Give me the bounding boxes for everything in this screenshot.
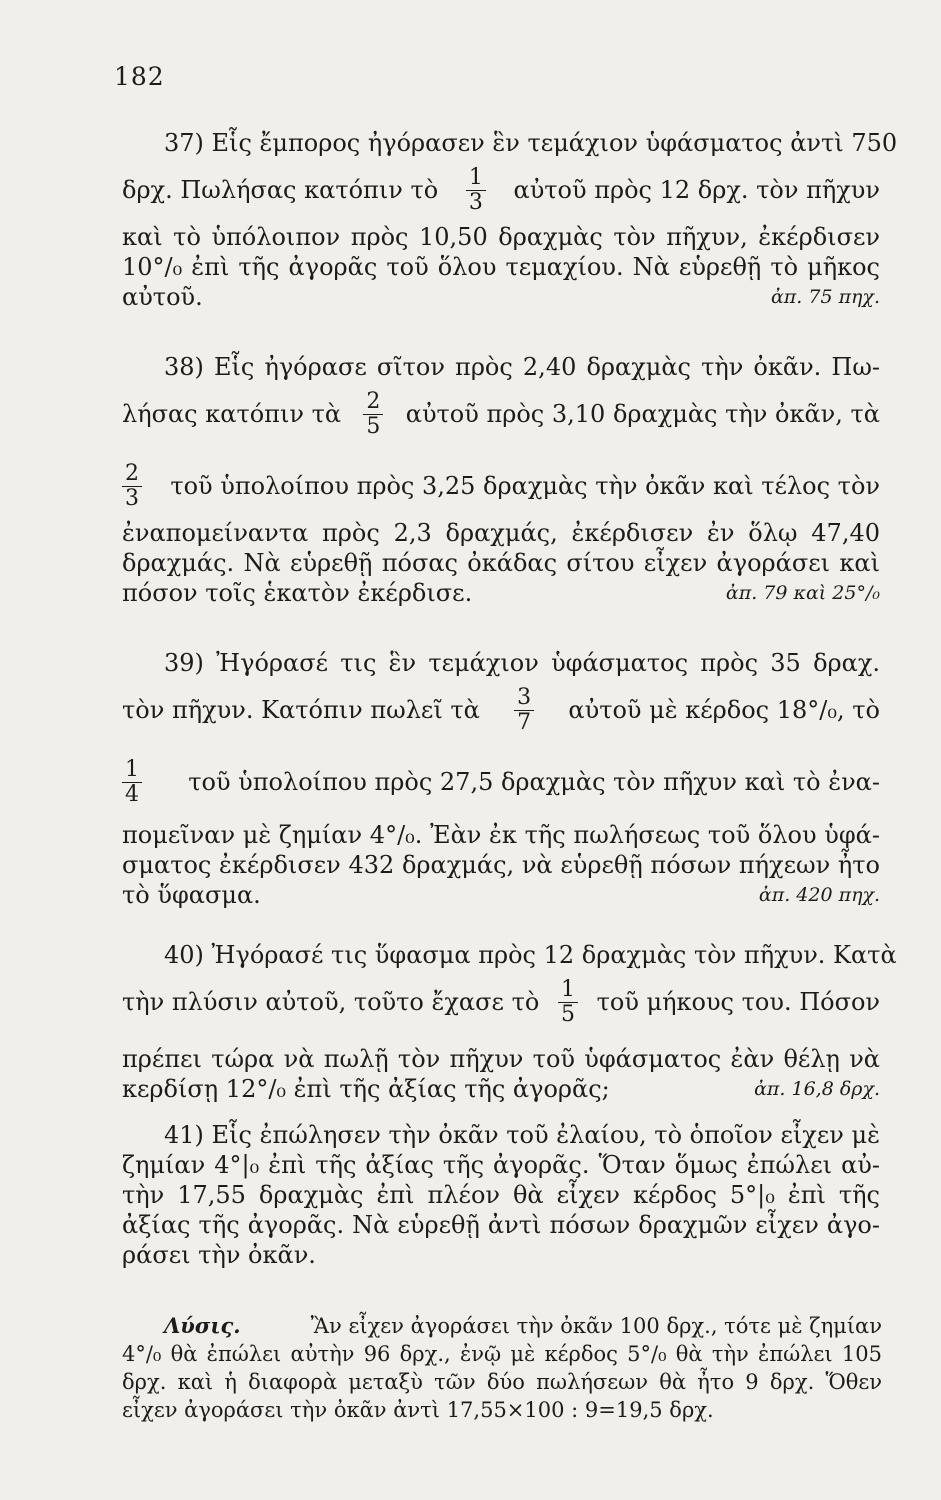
problem-38-line-6-text: πόσον τοῖς ἑκατὸν ἐκέρδισε.: [122, 579, 473, 607]
problem-40-line-4-text: κερδίσῃ 12°/₀ ἐπὶ τῆς ἀξίας τῆς ἀγορᾶς;: [122, 1075, 610, 1103]
fraction-numerator: 2: [366, 388, 381, 414]
problem-39-line-3-text: τοῦ ὑπολοίπου πρὸς 27,5 δραχμὰς τὸν πῆχυν καὶ τὸ ἐνα-: [188, 768, 880, 796]
fraction-numerator: 2: [125, 460, 139, 486]
fraction-three-sevenths: [514, 686, 534, 735]
fraction-numerator: 1: [125, 756, 139, 782]
solution-line-4: εἶχεν ἀγοράσει τὴν ὀκᾶν ἀντὶ 17,55×100 : 9=19,5 δρχ.: [122, 1398, 714, 1422]
problem-37-line-5-text: αὐτοῦ.: [122, 283, 203, 311]
problem-40-answer: ἀπ. 16,8 δρχ.: [754, 1078, 880, 1100]
problem-37-line-2-end: αὐτοῦ πρὸς 12 δρχ. τὸν πῆχυν: [513, 176, 880, 204]
problem-38-line-2: [122, 382, 880, 446]
problem-41-line-2: ζημίαν 4°|₀ ἐπὶ τῆς ἀξίας τῆς ἀγορᾶς. Ὅταν ὅμως ἐπώλει αὐ-: [122, 1151, 880, 1179]
problem-41-line-5: ράσει τὴν ὀκᾶν.: [122, 1241, 316, 1269]
problem-40-line-3: πρέπει τώρα νὰ πωλῇ τὸν πῆχυν τοῦ ὑφάσματος ἐὰν θέλῃ νὰ: [122, 1045, 880, 1073]
fraction-denominator: 3: [466, 190, 486, 215]
problem-38-line-4: ἐναπομείναντα πρὸς 2,3 δραχμάς, ἐκέρδισεν ἐν ὅλῳ 47,40: [122, 519, 880, 547]
problem-37-line-2-start: δρχ. Πωλήσας κατόπιν τὸ: [122, 176, 439, 204]
problem-39-line-2: [122, 678, 880, 742]
problem-37-line-5: [122, 282, 880, 312]
problem-38-line-6: [122, 578, 880, 608]
fraction-one-quarter: [122, 758, 142, 807]
problem-39-answer: ἀπ. 420 πηχ.: [758, 884, 880, 906]
fraction-denominator: 5: [363, 414, 383, 439]
problem-40-line-2: [122, 970, 880, 1034]
problem-38-line-5: δραχμάς. Νὰ εὑρεθῇ πόσας ὀκάδας σίτου εἶχεν ἀγοράσει καὶ: [122, 549, 880, 577]
fraction-denominator: 7: [514, 710, 534, 735]
problem-40-line-2-end: τοῦ μήκους του. Πόσον: [596, 988, 880, 1016]
problem-38: [122, 352, 880, 608]
solution-line-2: 4°/₀ θὰ ἐπώλει αὐτὴν 96 δρχ., ἐνῷ μὲ κέρδος 5°/₀ θὰ τὴν ἐπώλει 105: [122, 1342, 882, 1366]
problem-38-answer: ἀπ. 79 καὶ 25°/₀: [725, 582, 880, 604]
problem-39-line-2-start: τὸν πῆχυν. Κατόπιν πωλεῖ τὰ: [122, 696, 480, 724]
fraction-denominator: 3: [122, 486, 142, 511]
problem-38-line-3-text: τοῦ ὑπολοίπου πρὸς 3,25 δραχμὰς τὴν ὀκᾶν καὶ τέλος τὸν: [170, 472, 880, 500]
problem-40-line-1: 40) Ἠγόρασέ τις ὕφασμα πρὸς 12 δραχμὰς τὸν πῆχυν. Κατὰ: [164, 941, 897, 969]
problem-39-line-2-end: αὐτοῦ μὲ κέρδος 18°/₀, τὸ: [568, 696, 880, 724]
problem-37-line-2: [122, 158, 880, 222]
fraction-one-third: [466, 166, 486, 215]
problem-41: [122, 1120, 880, 1270]
problem-38-line-2-end: αὐτοῦ πρὸς 3,10 δραχμὰς τὴν ὀκᾶν, τὰ: [405, 400, 880, 428]
fraction-numerator: 3: [517, 684, 532, 710]
fraction-two-fifths: [363, 390, 383, 439]
problem-41-line-4: ἀξίας τῆς ἀγορᾶς. Νὰ εὑρεθῇ ἀντὶ πόσων δραχμῶν εἶχεν ἀγο-: [122, 1211, 880, 1239]
problem-39-line-6-text: τὸ ὕφασμα.: [122, 881, 261, 909]
fraction-denominator: 4: [122, 782, 142, 807]
page-number: 182: [114, 62, 165, 91]
problem-38-line-3: [122, 454, 880, 518]
problem-40-line-4: [122, 1074, 880, 1104]
problem-40-line-2-start: τὴν πλύσιν αὐτοῦ, τοῦτο ἔχασε τὸ: [122, 988, 540, 1016]
fraction-two-thirds: [122, 462, 142, 511]
problem-39-line-5: σματος ἐκέρδισεν 432 δραχμάς, νὰ εὑρεθῇ πόσων πήχεων ἦτο: [122, 851, 880, 879]
problem-37-line-4: 10°/₀ ἐπὶ τῆς ἀγορᾶς τοῦ ὅλου τεμαχίου. Νὰ εὑρεθῇ τὸ μῆκος: [122, 253, 880, 281]
problem-41-line-1: 41) Εἷς ἐπώλησεν τὴν ὀκᾶν τοῦ ἐλαίου, τὸ ὁποῖον εἶχεν μὲ: [164, 1121, 880, 1149]
problem-41-line-3: τὴν 17,55 δραχμὰς ἐπὶ πλέον θὰ εἶχεν κέρδος 5°|₀ ἐπὶ τῆς: [122, 1181, 880, 1209]
solution-line-1-text: Ἂν εἶχεν ἀγοράσει τὴν ὀκᾶν 100 δρχ., τότε μὲ ζημίαν: [310, 1314, 882, 1338]
solution-block: [122, 1312, 882, 1424]
problem-37: [122, 128, 898, 312]
fraction-denominator: 5: [558, 1002, 578, 1027]
fraction-numerator: 1: [468, 164, 483, 190]
problem-37-line-3: καὶ τὸ ὑπόλοιπον πρὸς 10,50 δραχμὰς τὸν πῆχυν, ἐκέρδισεν: [122, 223, 880, 251]
problem-39: [122, 648, 880, 910]
problem-39-line-6: [122, 880, 880, 910]
problem-37-line-1: 37) Εἷς ἔμπορος ἠγόρασεν ἓν τεμάχιον ὑφάσματος ἀντὶ 750: [164, 129, 898, 157]
solution-line-3: δρχ. καὶ ἡ διαφορὰ μεταξὺ τῶν δύο πωλήσεων θὰ ἦτο 9 δρχ. Ὅθεν: [122, 1370, 882, 1394]
solution-line-1: [122, 1312, 882, 1340]
problem-39-line-4: πομεῖναν μὲ ζημίαν 4°/₀. Ἐὰν ἐκ τῆς πωλήσεως τοῦ ὅλου ὑφά-: [122, 821, 880, 849]
problem-38-line-2-start: λήσας κατόπιν τὰ: [122, 400, 342, 428]
problem-39-line-3: [122, 750, 880, 814]
problem-39-line-1: 39) Ἠγόρασέ τις ἓν τεμάχιον ὑφάσματος πρὸς 35 δραχ.: [164, 649, 880, 677]
fraction-numerator: 1: [560, 976, 575, 1002]
problem-38-line-1: 38) Εἷς ἠγόρασε σῖτον πρὸς 2,40 δραχμὰς τὴν ὀκᾶν. Πω-: [164, 353, 880, 381]
problem-37-answer: ἀπ. 75 πηχ.: [770, 286, 880, 308]
fraction-one-fifth: [558, 978, 578, 1027]
solution-label: Λύσις.: [164, 1313, 241, 1338]
problem-40: [122, 940, 897, 1104]
